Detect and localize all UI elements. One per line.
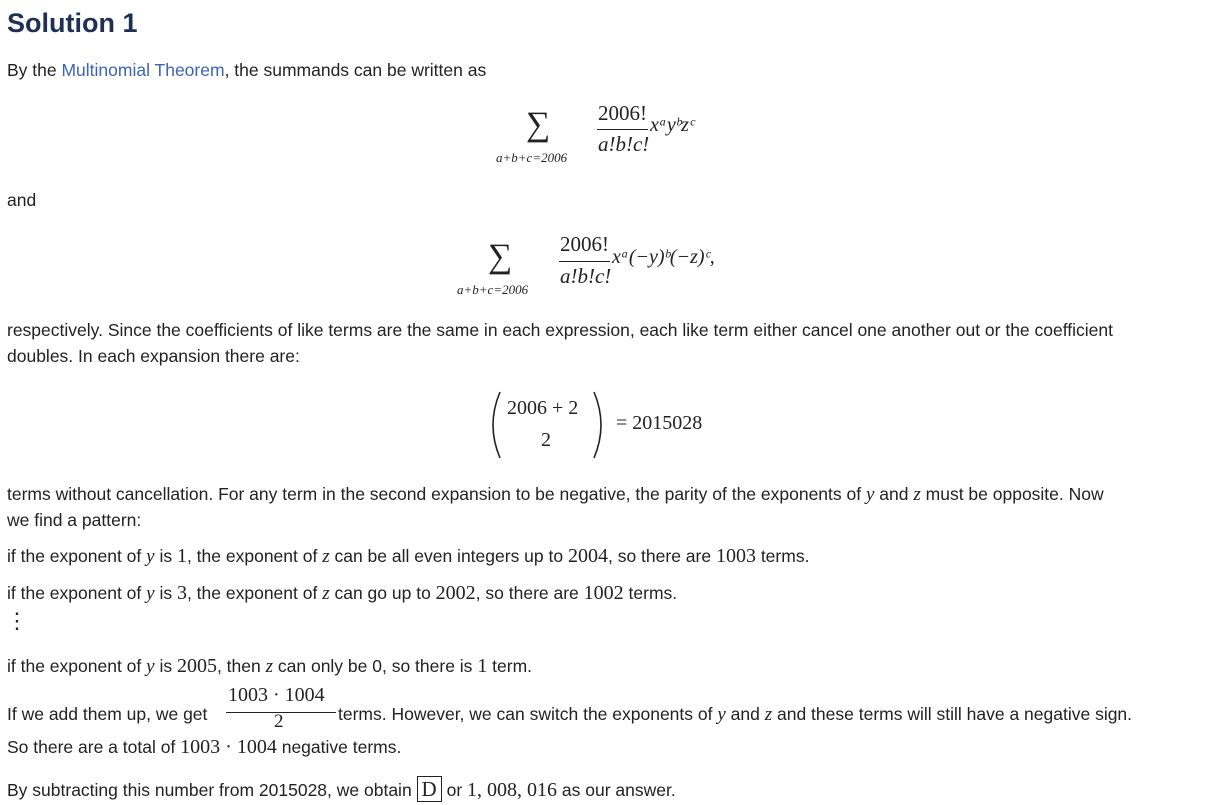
text-run: must be opposite. Now — [920, 484, 1104, 504]
sum-fraction-denominator: 2 — [274, 711, 284, 732]
case-line-1 — [7, 545, 809, 568]
case-line-2 — [7, 582, 677, 605]
paragraph-1-line-2: doubles. In each expansion there are: — [7, 346, 300, 366]
text-run: and these terms will still have a negative sign. — [772, 704, 1133, 724]
left-paren — [484, 390, 504, 460]
fraction-numerator: 2006! — [560, 232, 609, 256]
text-run: if the exponent of — [7, 583, 147, 603]
answer-box: D — [417, 776, 442, 802]
paragraph-2-line-1 — [7, 484, 1104, 506]
text-run: By subtracting this number from 2015028, we obtain — [7, 780, 417, 800]
number: 1 — [477, 655, 488, 677]
vertical-ellipsis: ⋮ — [6, 608, 28, 633]
right-paren — [590, 390, 610, 460]
text-run: and — [874, 484, 914, 504]
binomial-result: = 2015028 — [616, 412, 703, 434]
text-run: if the exponent of — [7, 656, 147, 676]
var-y: y — [146, 546, 155, 567]
text-run: , the exponent of — [186, 546, 323, 566]
solution-title: Solution 1 — [7, 8, 138, 38]
number: 1003 — [715, 545, 756, 567]
fraction-denominator: a!b!c! — [560, 264, 612, 288]
fraction-bar — [597, 129, 648, 130]
var-y: y — [865, 484, 875, 505]
sum-line-suffix — [338, 704, 1132, 726]
intro-post: , the summands can be written as — [224, 60, 487, 80]
var-y: y — [717, 704, 726, 725]
text-run: can be all even integers up to — [329, 546, 568, 566]
number: 2002 — [435, 582, 476, 604]
sum-subscript: a+b+c=2006 — [457, 282, 529, 297]
text-run: can go up to — [329, 583, 436, 603]
number: 2005 — [176, 655, 217, 677]
text-run: can only be 0, so there is — [273, 656, 478, 676]
text-run: terms. However, we can switch the exponents of — [338, 704, 718, 724]
binomial-bottom: 2 — [541, 429, 551, 451]
number: 3 — [176, 582, 187, 604]
intro-pre: By the — [7, 60, 62, 80]
text-run: if the exponent of — [7, 546, 147, 566]
monomial-term: xᵃyᵇzᶜ — [650, 114, 695, 136]
fraction-numerator: 2006! — [598, 101, 647, 125]
paragraph-2-line-2: we find a pattern: — [7, 510, 142, 530]
binomial-top: 2006 + 2 — [507, 397, 579, 419]
text-run: terms. — [623, 583, 678, 603]
number: 1, 008, 016 — [467, 779, 558, 801]
monomial-term: xᵃ(−y)ᵇ(−z)ᶜ, — [612, 246, 715, 268]
fraction-bar — [559, 261, 610, 262]
text-run: negative terms. — [276, 737, 402, 757]
final-line — [7, 777, 676, 802]
var-y: y — [146, 583, 155, 604]
text-run: is — [154, 583, 177, 603]
text-run: terms. — [755, 546, 810, 566]
and-text: and — [7, 190, 37, 210]
text-run: or — [441, 780, 468, 800]
case-line-3 — [7, 655, 532, 678]
text-run: term. — [487, 656, 533, 676]
var-z: z — [764, 704, 773, 725]
fraction-denominator: a!b!c! — [598, 132, 650, 156]
text-run: is — [154, 546, 177, 566]
text-run: terms without cancellation. For any term in the second expansion to be negative, the parity of the exponents of — [7, 484, 866, 504]
var-z: z — [322, 583, 330, 604]
total-line — [7, 736, 401, 759]
number: 1003 · 1004 — [180, 736, 277, 758]
text-run: , the exponent of — [186, 583, 323, 603]
sigma-symbol: ∑ — [488, 238, 513, 275]
sigma-symbol: ∑ — [526, 106, 551, 143]
text-run: , so there are — [475, 583, 584, 603]
text-run: So there are a total of — [7, 737, 181, 757]
text-run: as our answer. — [557, 780, 676, 800]
number: 1 — [176, 545, 187, 567]
paragraph-1-line-1: respectively. Since the coefficients of like terms are the same in each expression, each like term either cancel one another out or the coefficient — [7, 320, 1114, 340]
sum-line-prefix: If we add them up, we get — [7, 704, 208, 724]
var-z: z — [265, 656, 274, 677]
number: 1002 — [583, 582, 624, 604]
text-run: is — [154, 656, 177, 676]
var-z: z — [322, 546, 330, 567]
multinomial-theorem-link[interactable]: Multinomial Theorem — [61, 60, 225, 80]
var-y: y — [146, 656, 155, 677]
sum-fraction-numerator: 1003 · 1004 — [228, 684, 325, 706]
text-run: , so there are — [607, 546, 716, 566]
number: 2004 — [567, 545, 608, 567]
text-run: , then — [216, 656, 266, 676]
var-z: z — [913, 484, 921, 505]
sum-subscript: a+b+c=2006 — [496, 150, 568, 165]
intro-paragraph — [7, 60, 486, 81]
text-run: and — [725, 704, 765, 724]
